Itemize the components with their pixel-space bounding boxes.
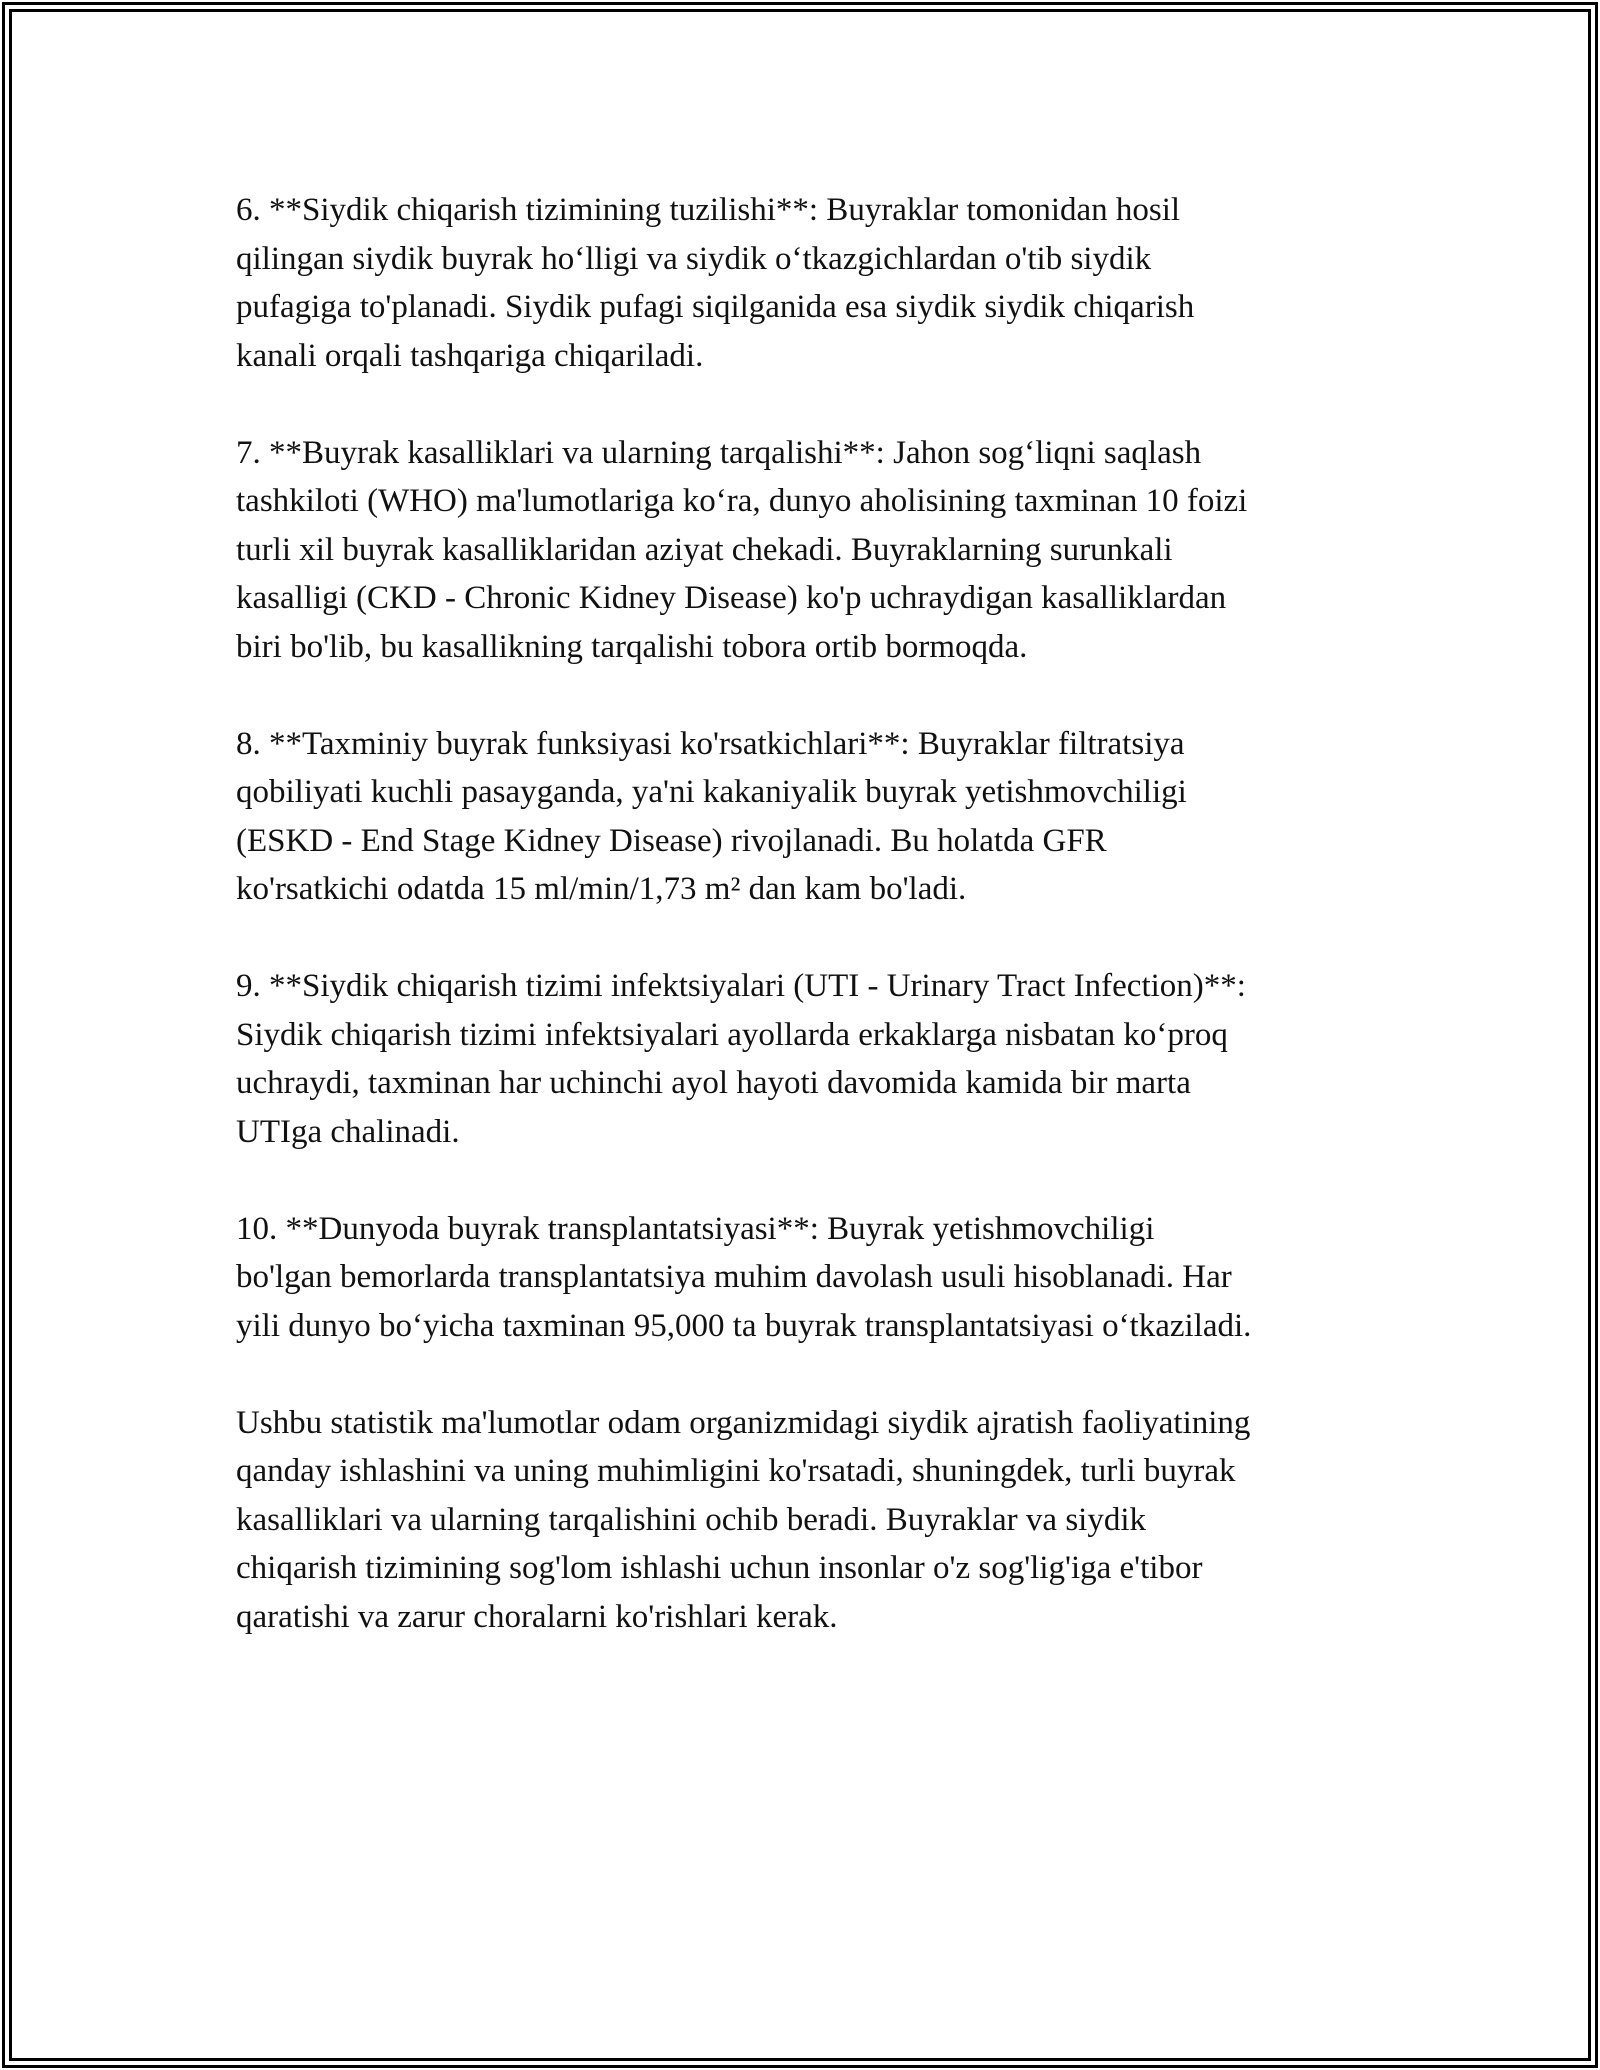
text-line: chiqarish tizimining sog'lom ishlashi uchun insonlar o'z sog'lig'iga e'tibor <box>236 1550 1203 1586</box>
text-line: qilingan siydik buyrak ho‘lligi va siydik o‘tkazgichlardan o'tib siydik <box>236 240 1152 277</box>
text-line: bo'lgan bemorlarda transplantatsiya muhim davolash usuli hisoblanadi. Har <box>236 1259 1232 1295</box>
paragraph-kidney-diseases <box>236 429 1406 672</box>
text-line: (ESKD - End Stage Kidney Disease) rivojlanadi. Bu holatda GFR <box>236 822 1107 859</box>
text-line: 9. **Siydik chiqarish tizimi infektsiyalari (UTI - Urinary Tract Infection)**: <box>236 968 1246 1004</box>
paragraph-urinary-system-structure <box>236 186 1406 380</box>
text-line: kasalligi (CKD - Chronic Kidney Disease) ko'p uchraydigan kasalliklardan <box>236 580 1227 616</box>
text-line: 8. **Taxminiy buyrak funksiyasi ko'rsatkichlari**: Buyraklar filtratsiya <box>236 725 1185 762</box>
text-line: kanali orqali tashqariga chiqariladi. <box>236 337 704 374</box>
text-line: pufagiga to'planadi. Siydik pufagi siqilganida esa siydik siydik chiqarish <box>236 289 1195 325</box>
text-line: biri bo'lib, bu kasallikning tarqalishi tobora ortib bormoqda. <box>236 628 1028 665</box>
text-line: ko'rsatkichi odatda 15 ml/min/1,73 m² dan kam bo'ladi. <box>236 871 967 907</box>
text-line: 6. **Siydik chiqarish tizimining tuzilishi**: Buyraklar tomonidan hosil <box>236 192 1181 228</box>
text-line: yili dunyo bo‘yicha taxminan 95,000 ta buyrak transplantatsiyasi o‘tkaziladi. <box>236 1307 1252 1344</box>
text-line: UTIga chalinadi. <box>236 1113 460 1150</box>
text-line: 10. **Dunyoda buyrak transplantatsiyasi**: Buyrak yetishmovchiligi <box>236 1210 1155 1247</box>
text-line: 7. **Buyrak kasalliklari va ularning tarqalishi**: Jahon sog‘liqni saqlash <box>236 434 1202 471</box>
paragraph-conclusion <box>236 1399 1406 1642</box>
text-line: tashkiloti (WHO) ma'lumotlariga ko‘ra, dunyo aholisining taxminan 10 foizi <box>236 483 1248 519</box>
document-body <box>236 186 1406 1690</box>
text-line: uchraydi, taxminan har uchinchi ayol hayoti davomida kamida bir marta <box>236 1065 1191 1101</box>
text-line: kasalliklari va ularning tarqalishini ochib beradi. Buyraklar va siydik <box>236 1501 1146 1538</box>
text-line: qobiliyati kuchli pasayganda, ya'ni kakaniyalik buyrak yetishmovchiligi <box>236 774 1187 810</box>
text-line: turli xil buyrak kasalliklaridan aziyat chekadi. Buyraklarning surunkali <box>236 531 1173 568</box>
paragraph-kidney-function-indicators <box>236 720 1406 914</box>
paragraph-urinary-tract-infections <box>236 962 1406 1156</box>
text-line: Siydik chiqarish tizimi infektsiyalari ayollarda erkaklarga nisbatan ko‘proq <box>236 1016 1228 1053</box>
text-line: qaratishi va zarur choralarni ko'rishlari kerak. <box>236 1598 838 1635</box>
text-line: Ushbu statistik ma'lumotlar odam organizmidagi siydik ajratish faoliyatining <box>236 1404 1251 1441</box>
text-line: qanday ishlashini va uning muhimligini ko'rsatadi, shuningdek, turli buyrak <box>236 1453 1236 1489</box>
paragraph-kidney-transplantation <box>236 1205 1406 1351</box>
